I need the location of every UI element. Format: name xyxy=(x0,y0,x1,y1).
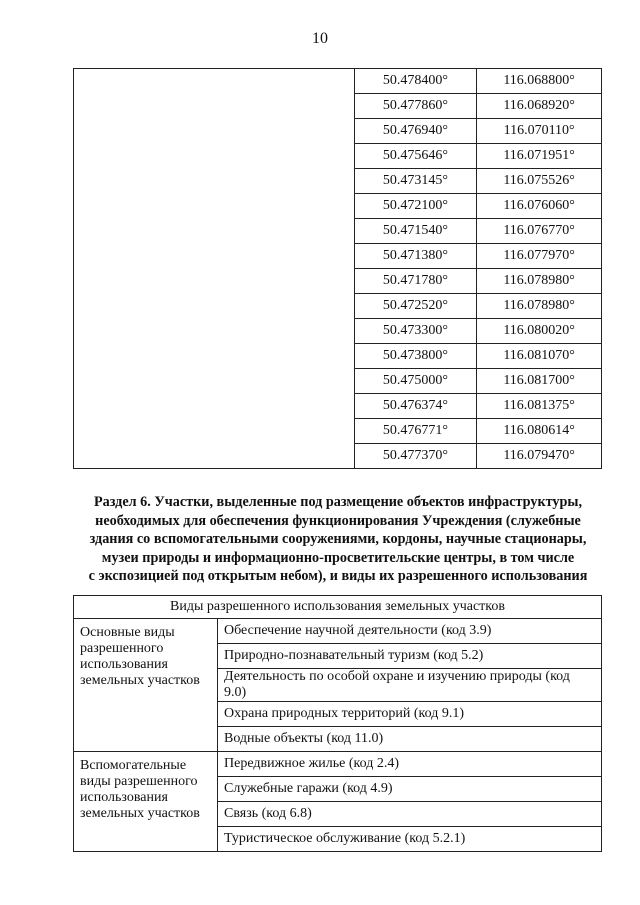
longitude-cell: 116.077970° xyxy=(477,244,602,269)
land-use-category: Вспомогательные виды разрешенного использования земельных участков xyxy=(74,752,218,852)
longitude-cell: 116.068800° xyxy=(477,69,602,94)
land-use-row xyxy=(74,619,602,644)
latitude-cell: 50.476940° xyxy=(354,119,477,144)
longitude-cell: 116.080020° xyxy=(477,319,602,344)
latitude-cell: 50.475000° xyxy=(354,369,477,394)
longitude-cell: 116.081700° xyxy=(477,369,602,394)
land-use-item: Водные объекты (код 11.0) xyxy=(218,727,602,752)
land-use-item: Туристическое обслуживание (код 5.2.1) xyxy=(218,827,602,852)
latitude-cell: 50.476374° xyxy=(354,394,477,419)
land-use-row xyxy=(74,752,602,777)
land-use-item: Природно-познавательный туризм (код 5.2) xyxy=(218,644,602,669)
longitude-cell: 116.081375° xyxy=(477,394,602,419)
longitude-cell: 116.076060° xyxy=(477,194,602,219)
land-use-item: Служебные гаражи (код 4.9) xyxy=(218,777,602,802)
land-use-item: Деятельность по особой охране и изучению природы (код 9.0) xyxy=(218,669,602,702)
longitude-cell: 116.075526° xyxy=(477,169,602,194)
longitude-cell: 116.070110° xyxy=(477,119,602,144)
longitude-cell: 116.078980° xyxy=(477,269,602,294)
longitude-cell: 116.076770° xyxy=(477,219,602,244)
land-use-header-row xyxy=(74,596,602,619)
latitude-cell: 50.477860° xyxy=(354,94,477,119)
longitude-cell: 116.081070° xyxy=(477,344,602,369)
land-use-item: Охрана природных территорий (код 9.1) xyxy=(218,702,602,727)
latitude-cell: 50.478400° xyxy=(354,69,477,94)
latitude-cell: 50.473300° xyxy=(354,319,477,344)
longitude-cell: 116.071951° xyxy=(477,144,602,169)
land-use-table xyxy=(73,595,602,852)
page-number: 10 xyxy=(312,30,328,47)
section-heading-line: здания со вспомогательными сооружениями, кордоны, научные стационары, xyxy=(89,531,587,547)
latitude-cell: 50.471380° xyxy=(354,244,477,269)
latitude-cell: 50.472100° xyxy=(354,194,477,219)
section-heading-line: Раздел 6. Участки, выделенные под размещение объектов инфраструктуры, xyxy=(93,494,583,510)
coordinates-table xyxy=(73,68,602,469)
coordinate-row xyxy=(74,69,602,94)
section-heading-line: с экспозицией под открытым небом), и виды их разрешенного использования xyxy=(88,568,588,584)
land-use-item: Обеспечение научной деятельности (код 3.9) xyxy=(218,619,602,644)
section-heading xyxy=(66,493,610,586)
latitude-cell: 50.476771° xyxy=(354,419,477,444)
section-heading-line: музеи природы и информационно-просветительские центры, в том числе xyxy=(101,549,575,566)
latitude-cell: 50.473800° xyxy=(354,344,477,369)
longitude-cell: 116.078980° xyxy=(477,294,602,319)
latitude-cell: 50.471540° xyxy=(354,219,477,244)
land-use-item: Связь (код 6.8) xyxy=(218,802,602,827)
latitude-cell: 50.471780° xyxy=(354,269,477,294)
land-use-category: Основные виды разрешенного использования земельных участков xyxy=(74,619,218,752)
longitude-cell: 116.068920° xyxy=(477,94,602,119)
coordinates-table-body xyxy=(74,69,602,469)
latitude-cell: 50.477370° xyxy=(354,444,477,469)
latitude-cell: 50.472520° xyxy=(354,294,477,319)
latitude-cell: 50.475646° xyxy=(354,144,477,169)
empty-cell xyxy=(74,69,355,469)
land-use-table-body xyxy=(74,596,602,852)
latitude-cell: 50.473145° xyxy=(354,169,477,194)
longitude-cell: 116.079470° xyxy=(477,444,602,469)
longitude-cell: 116.080614° xyxy=(477,419,602,444)
land-use-item: Передвижное жилье (код 2.4) xyxy=(218,752,602,777)
section-heading-line: необходимых для обеспечения функционирования Учреждения (служебные xyxy=(95,512,581,529)
land-use-table-header: Виды разрешенного использования земельных участков xyxy=(74,596,602,619)
